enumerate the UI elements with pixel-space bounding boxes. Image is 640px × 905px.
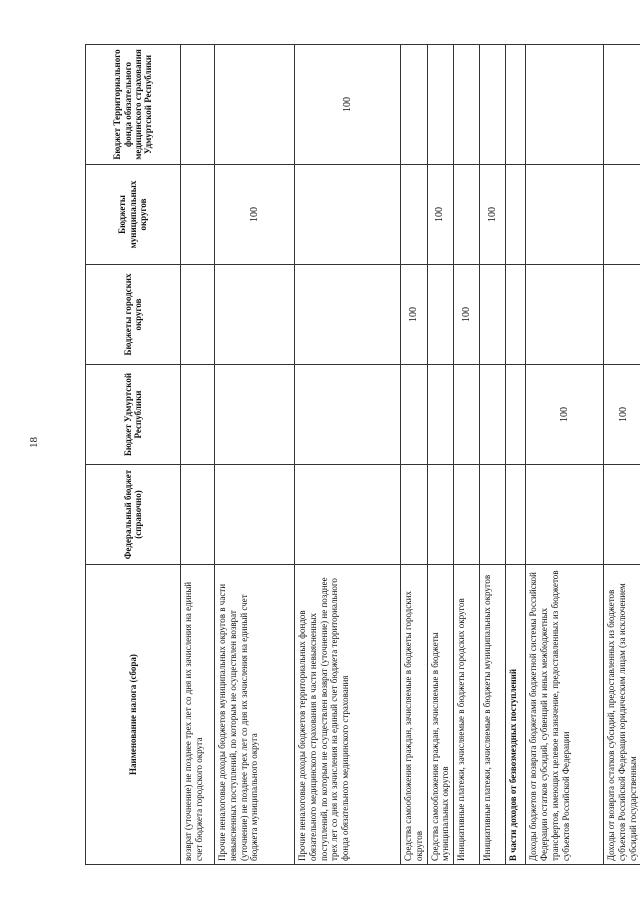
table-row <box>427 45 454 865</box>
cell-city <box>506 265 526 365</box>
cell-tfoms <box>454 45 480 165</box>
cell-federal <box>604 465 640 565</box>
cell-city <box>295 265 401 365</box>
cell-republic: 100 <box>604 365 640 465</box>
cell-city <box>526 265 604 365</box>
page-number: 18 <box>28 437 40 448</box>
cell-tfoms <box>401 45 428 165</box>
row-name: Средства самообложения граждан, зачисляемые в бюджеты муниципальных округов <box>427 565 454 865</box>
row-name: Доходы от возврата остатков субсидий, предоставленных из бюджетов субъектов Российской Федерации юридическим лицам (за исключением субсидий государственным <box>604 565 640 865</box>
cell-tfoms <box>526 45 604 165</box>
section-heading: В части доходов от безвозмездных поступлений <box>506 565 526 865</box>
cell-city <box>215 265 295 365</box>
cell-federal <box>454 465 480 565</box>
tax-distribution-table <box>85 44 640 865</box>
cell-municipal <box>181 165 215 265</box>
cell-city <box>604 265 640 365</box>
cell-federal <box>181 465 215 565</box>
row-name: Инициативные платежи, зачисляемые в бюджеты городских округов <box>454 565 480 865</box>
table-row <box>480 45 506 865</box>
cell-tfoms <box>604 45 640 165</box>
table-header-row <box>86 45 181 865</box>
cell-federal <box>401 465 428 565</box>
row-name: Прочие неналоговые доходы бюджетов территориальных фондов обязательного медицинского страхования в части невыясненных поступлений, по которым не осуществлен возврат (уточнение) не позднее трех лет со дня их зачисления на единый счет бюджета территориального фонда обязательного медицинского страхования <box>295 565 401 865</box>
cell-city: 100 <box>454 265 480 365</box>
header-municipal: Бюджеты муниципальных округов <box>86 165 181 265</box>
cell-republic <box>454 365 480 465</box>
table-row <box>181 45 215 865</box>
header-federal: Федеральный бюджет (справочно) <box>86 465 181 565</box>
cell-tfoms <box>506 45 526 165</box>
header-city: Бюджеты городских округов <box>86 265 181 365</box>
cell-municipal: 100 <box>480 165 506 265</box>
table-row <box>454 45 480 865</box>
table-row <box>401 45 428 865</box>
cell-tfoms: 100 <box>295 45 401 165</box>
table-row <box>295 45 401 865</box>
table-row <box>215 45 295 865</box>
cell-municipal <box>295 165 401 265</box>
row-name: Средства самообложения граждан, зачисляемые в бюджеты городских округов <box>401 565 428 865</box>
cell-federal <box>526 465 604 565</box>
cell-republic <box>506 365 526 465</box>
cell-republic <box>480 365 506 465</box>
cell-federal <box>215 465 295 565</box>
cell-municipal <box>454 165 480 265</box>
cell-city <box>427 265 454 365</box>
cell-municipal <box>506 165 526 265</box>
cell-federal <box>480 465 506 565</box>
cell-municipal <box>526 165 604 265</box>
header-tfoms: Бюджет Территориального фонда обязательного медицинского страхования Удмуртской Республики <box>86 45 181 165</box>
cell-tfoms <box>480 45 506 165</box>
cell-tfoms <box>181 45 215 165</box>
row-name: Доходы бюджетов от возврата бюджетами бюджетной системы Российской Федерации остатков субсидий, субвенций и иных межбюджетных трансфертов, имеющих целевое назначение, предоставленных из бюджетов субъектов Российской Федерации <box>526 565 604 865</box>
cell-republic: 100 <box>526 365 604 465</box>
cell-federal <box>295 465 401 565</box>
row-name: Прочие неналоговые доходы бюджетов муниципальных округов в части невыясненных поступлений, по которым не осуществлен возврат (уточнение) не позднее трех лет со дня их зачисления на единый счет бюджета муниципального округа <box>215 565 295 865</box>
table-row <box>506 45 526 865</box>
cell-municipal <box>401 165 428 265</box>
cell-republic <box>427 365 454 465</box>
cell-municipal: 100 <box>427 165 454 265</box>
row-name: Инициативные платежи, зачисляемые в бюджеты муниципальных округов <box>480 565 506 865</box>
cell-republic <box>295 365 401 465</box>
table-row <box>604 45 640 865</box>
cell-municipal: 100 <box>215 165 295 265</box>
rotated-page-content <box>85 45 638 865</box>
cell-republic <box>401 365 428 465</box>
cell-city <box>181 265 215 365</box>
table-row <box>526 45 604 865</box>
header-name: Наименование налога (сбора) <box>86 565 181 865</box>
cell-city <box>480 265 506 365</box>
cell-federal <box>506 465 526 565</box>
cell-republic <box>215 365 295 465</box>
cell-republic <box>181 365 215 465</box>
cell-municipal <box>604 165 640 265</box>
cell-federal <box>427 465 454 565</box>
cell-city: 100 <box>401 265 428 365</box>
cell-tfoms <box>215 45 295 165</box>
cell-tfoms <box>427 45 454 165</box>
row-name: возврат (уточнение) не позднее трех лет со дня их зачисления на единый счет бюджета городского округа <box>181 565 215 865</box>
header-republic: Бюджет Удмуртской Республики <box>86 365 181 465</box>
